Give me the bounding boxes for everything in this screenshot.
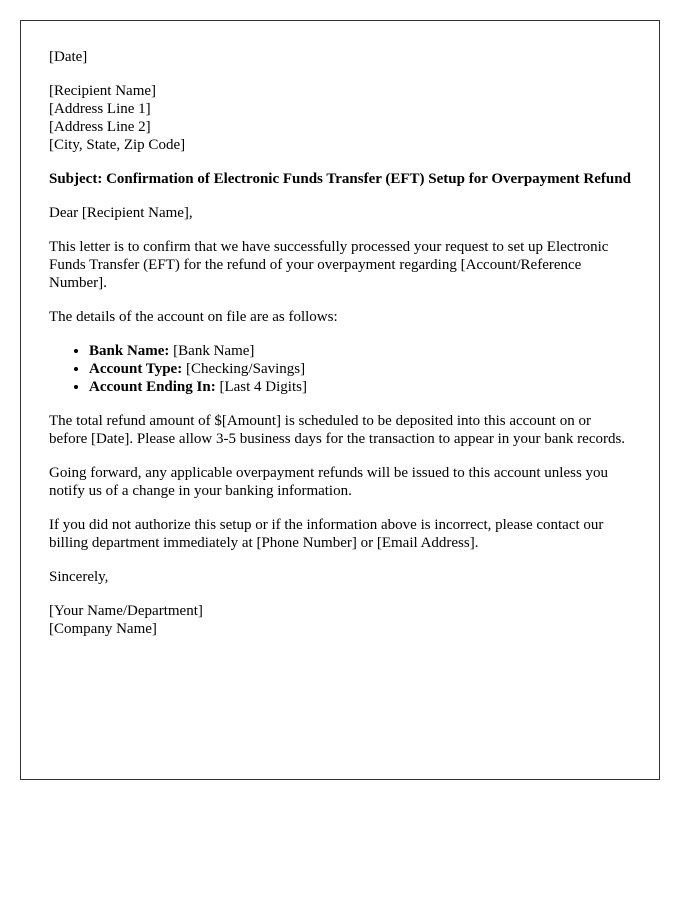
details-intro: The details of the account on file are as follows: xyxy=(49,309,338,325)
letter-page xyxy=(20,20,660,780)
bank-name-value: [Bank Name] xyxy=(169,343,255,359)
list-item-account-type xyxy=(89,360,631,378)
account-details-list xyxy=(49,342,631,396)
recipient-name: [Recipient Name] xyxy=(49,83,157,99)
recipient-address-block xyxy=(49,82,631,154)
closing: Sincerely, xyxy=(49,569,109,585)
city-state-zip: [City, State, Zip Code] xyxy=(49,137,186,153)
address-line-2: [Address Line 2] xyxy=(49,119,151,135)
going-forward-paragraph: Going forward, any applicable overpayment refunds will be issued to this account unless you notify us of a change in your banking information. xyxy=(49,465,609,499)
account-type-label: Account Type: xyxy=(89,361,183,377)
bank-name-label: Bank Name: xyxy=(89,343,170,359)
letter-date: [Date] xyxy=(49,49,88,65)
account-type-value: [Checking/Savings] xyxy=(182,361,306,377)
account-ending-value: [Last 4 Digits] xyxy=(215,379,307,395)
signature-company: [Company Name] xyxy=(49,621,157,637)
refund-paragraph: The total refund amount of $[Amount] is scheduled to be deposited into this account on or before [Date]. Please allow 3-5 business days for the transaction to appear in your bank records. xyxy=(49,413,626,447)
list-item-bank-name xyxy=(89,342,631,360)
account-ending-label: Account Ending In: xyxy=(89,379,216,395)
letter-subject: Subject: Confirmation of Electronic Funds Transfer (EFT) Setup for Overpayment Refund xyxy=(49,171,631,187)
address-line-1: [Address Line 1] xyxy=(49,101,151,117)
list-item-account-ending xyxy=(89,378,631,396)
signature-name-department: [Your Name/Department] xyxy=(49,603,203,619)
intro-paragraph: This letter is to confirm that we have successfully processed your request to set up Electronic Funds Transfer (EFT) for the refund of your overpayment regarding [Account/Reference Number]. xyxy=(49,239,609,291)
salutation: Dear [Recipient Name], xyxy=(49,205,193,221)
signature-block xyxy=(49,602,631,638)
contact-paragraph: If you did not authorize this setup or if the information above is incorrect, please contact our billing department immediately at [Phone Number] or [Email Address]. xyxy=(49,517,604,551)
